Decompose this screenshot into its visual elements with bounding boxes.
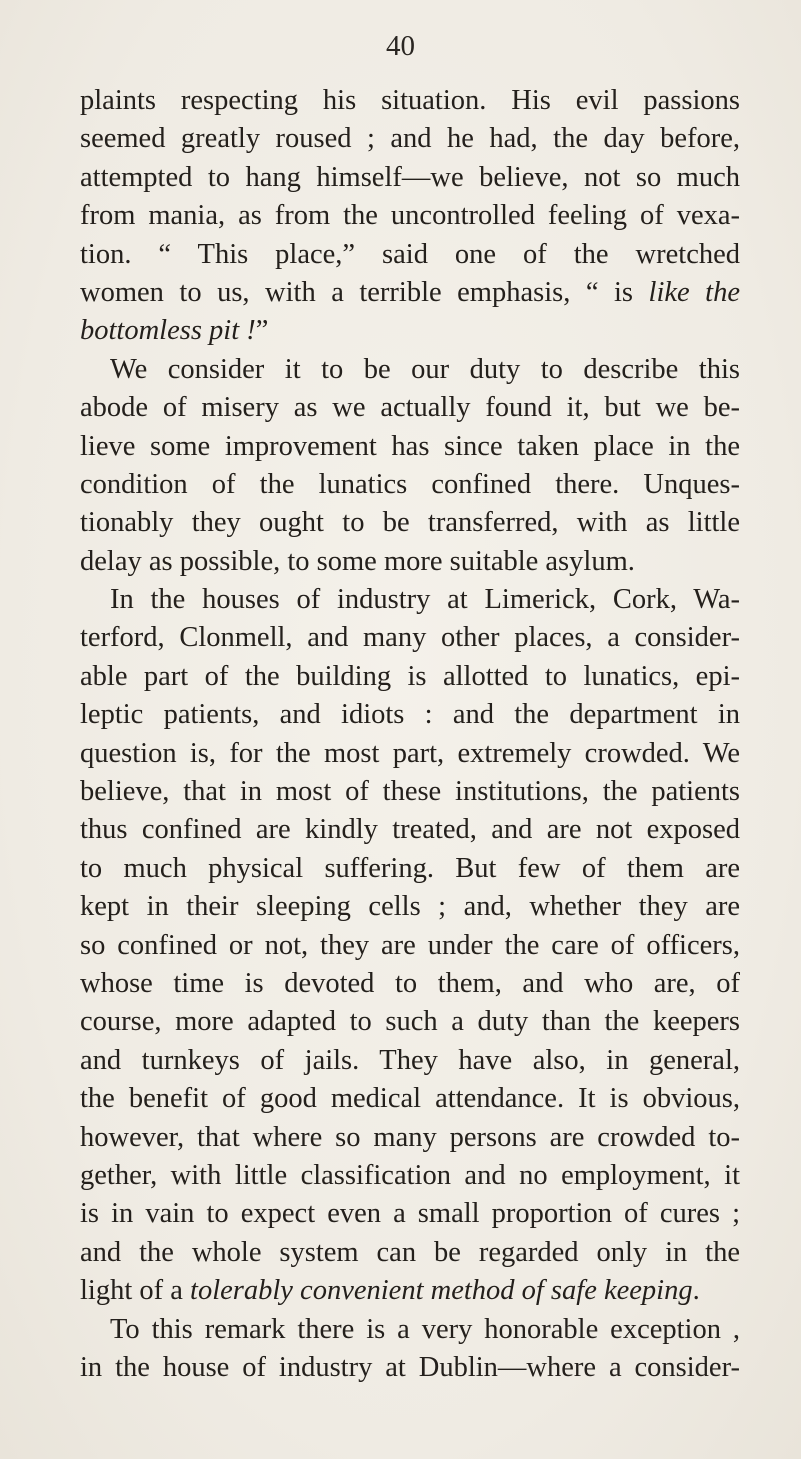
text-line: question is, for the most part, extremely crowded. We xyxy=(80,737,740,769)
text-line: attempted to hang himself—we believe, not so much xyxy=(80,161,740,193)
text-line: from mania, as from the uncontrolled feeling of vexa- xyxy=(80,200,740,232)
text-line: gether, with little classification and no employment, it xyxy=(80,1159,740,1191)
text-line: in the house of industry at Dublin—where a consider- xyxy=(80,1351,740,1383)
text-line: terford, Clonmell, and many other places, a consider- xyxy=(80,622,740,654)
text-line: lieve some improvement has since taken place in the xyxy=(80,430,740,462)
text-line: tion. “ This place,” said one of the wretched xyxy=(80,238,740,270)
text-line: and the whole system can be regarded only in the xyxy=(80,1236,740,1268)
text-line: thus confined are kindly treated, and are not exposed xyxy=(80,814,740,846)
text-line: believe, that in most of these institutions, the patients xyxy=(80,776,740,808)
text-line: to much physical suffering. But few of them are xyxy=(80,852,740,884)
body-text xyxy=(80,82,740,1387)
paragraph-start: To this remark there is a very honorable exception , xyxy=(110,1313,740,1345)
text-line: tionably they ought to be transferred, with as little xyxy=(80,507,740,539)
text-line: abode of misery as we actually found it, but we be- xyxy=(80,392,740,424)
paragraph-start: We consider it to be our duty to describe this xyxy=(110,353,740,385)
text-line: plaints respecting his situation. His evil passions xyxy=(80,85,740,116)
text-line: so confined or not, they are under the care of officers, xyxy=(80,929,740,961)
text-line: women to us, with a terrible emphasis, “ is like the xyxy=(80,276,740,308)
text-line: condition of the lunatics confined there. Unques- xyxy=(80,468,740,500)
italic-phrase: tolerably convenient method of safe keeping xyxy=(190,1275,693,1307)
text-line: however, that where so many persons are crowded to- xyxy=(80,1121,740,1153)
paragraph-start: In the houses of industry at Limerick, Cork, Wa- xyxy=(110,584,740,616)
text-line: able part of the building is allotted to lunatics, epi- xyxy=(80,660,740,692)
text-line: is in vain to expect even a small proportion of cures ; xyxy=(80,1198,740,1230)
page-number: 40 xyxy=(386,30,415,62)
text-line: the benefit of good medical attendance. It is obvious, xyxy=(80,1083,740,1115)
text-line: seemed greatly roused ; and he had, the day before, xyxy=(80,123,740,155)
text-line: and turnkeys of jails. They have also, in general, xyxy=(80,1044,740,1076)
text-line: whose time is devoted to them, and who are, of xyxy=(80,967,740,999)
text-line: leptic patients, and idiots : and the department in xyxy=(80,699,740,731)
text-line: delay as possible, to some more suitable asylum. xyxy=(80,545,635,577)
italic-phrase: bottomless pit ! xyxy=(80,315,256,347)
text-line: bottomless pit !” xyxy=(80,315,269,347)
italic-phrase: like the xyxy=(648,276,740,308)
text-line: course, more adapted to such a duty than the keepers xyxy=(80,1006,740,1038)
text-line: light of a tolerably convenient method of safe keeping. xyxy=(80,1275,700,1307)
text-line: kept in their sleeping cells ; and, whether they are xyxy=(80,891,740,923)
